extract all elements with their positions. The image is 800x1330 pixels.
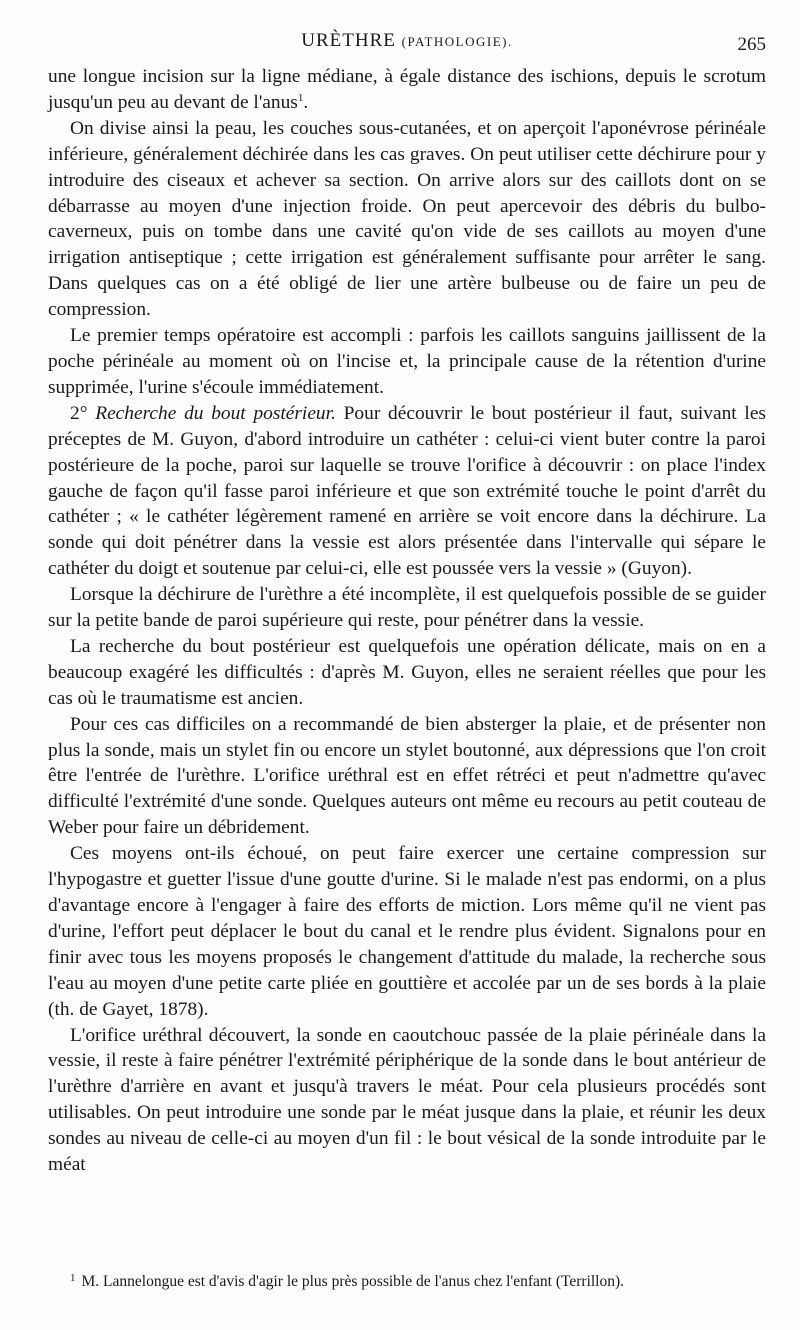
running-title: [48, 30, 766, 52]
paragraph-4-text: Pour découvrir le bout postérieur il faut, suivant les préceptes de M. Guyon, d'abord introduire un cathéter : celui-ci vient buter contre la paroi postérieure de la poche, paroi sur laquelle se trouve l'orifice à découvrir : on place l'index gauche de façon qu'il fasse paroi inférieure et que son extrémité touche le point d'arrêt du cathéter ; « le cathéter légèrement ramené en arrière se voit encore dans la déchirure. La sonde qui doit pénétrer dans la vessie est alors présentée dans l'intervalle qui sépare le cathéter du doigt et soutenue par celui-ci, elle est poussée vers la vessie » (Guyon).: [48, 402, 766, 580]
paragraph-5: Lorsque la déchirure de l'urèthre a été incomplète, il est quelquefois possible de se guider sur la petite bande de paroi supérieure qui reste, pour pénétrer dans la vessie.: [48, 584, 766, 632]
page-number: 265: [737, 34, 766, 55]
running-header: [48, 24, 766, 60]
footnote-text: M. Lannelongue est d'avis d'agir le plus près possible de l'anus chez l'enfant (Terrillon).: [81, 1273, 625, 1290]
body-text: [48, 64, 766, 1178]
footnote: [48, 1268, 766, 1292]
paragraph-3: Le premier temps opératoire est accompli : parfois les caillots sanguins jaillissent de la poche périnéale au moment où on l'incise et, la principale cause de la rétention d'urine supprimée, l'urine s'écoule immédiatement.: [48, 325, 766, 398]
paragraph-1: [48, 64, 766, 116]
section-heading: Recherche du bout postérieur.: [95, 402, 336, 424]
header-title: URÈTHRE: [301, 30, 396, 51]
paragraph-1-end: .: [303, 91, 309, 113]
paragraph-9: L'orifice uréthral découvert, la sonde en caoutchouc passée de la plaie périnéale dans la vessie, il reste à faire pénétrer l'extrémité périphérique de la sonde dans le bout antérieur de l'urèthre d'arrière en avant et jusqu'à travers le méat. Pour cela plusieurs procédés sont utilisables. On peut introduire une sonde par le méat jusque dans la plaie, et réunir les deux sondes au niveau de celle-ci au moyen d'un fil : le bout vésical de la sonde introduite par le méat: [48, 1024, 766, 1176]
paragraph-8: Ces moyens ont-ils échoué, on peut faire exercer une certaine compression sur l'hypogastre et guetter l'issue d'une goutte d'urine. Si le malade n'est pas endormi, on a plus d'avantage encore à l'engager à faire des efforts de miction. Lors même qu'il ne vient pas d'urine, l'effort peut déplacer le bout du canal et le rendre plus évident. Signalons pour en finir avec tous les moyens proposés le changement d'attitude du malade, la recherche sous l'eau au moyen d'une petite carte pliée en gouttière et accolée par un de ses bords à la plaie (th. de Gayet, 1878).: [48, 843, 766, 1020]
paragraph-4: [48, 401, 766, 582]
paragraph-6: La recherche du bout postérieur est quelquefois une opération délicate, mais on en a beaucoup exagéré les difficultés : d'après M. Guyon, elles ne seraient réelles que pour les cas où le traumatisme est ancien.: [48, 635, 766, 709]
header-subtitle: (PATHOLOGIE).: [401, 34, 513, 49]
section-number: 2°: [70, 402, 88, 424]
paragraph-7: Pour ces cas difficiles on a recommandé de bien absterger la plaie, et de présenter non plus la sonde, mais un stylet fin ou encore un stylet boutonné, aux dépressions que l'on croit être l'entrée de l'urèthre. L'orifice uréthral est en effet rétréci et peut n'admettre qu'avec difficulté l'extrémité d'une sonde. Quelques auteurs ont même eu recours au petit couteau de Weber pour faire un débridement.: [48, 713, 766, 839]
footnote-ref: 1: [297, 91, 304, 104]
paragraph-2: On divise ainsi la peau, les couches sous-cutanées, et on aperçoit l'aponévrose périnéale inférieure, généralement déchirée dans les cas graves. On peut utiliser cette déchirure pour y introduire des ciseaux et achever sa section. On arrive alors sur des caillots dont on se débarrasse au moyen d'une injection froide. On peut apercevoir des débris du bulbo-caverneux, puis on tombe dans une cavité qu'on vide de ses caillots au moyen d'une irrigation antiseptique ; cette irrigation est généralement suffisante pour arrêter le sang. Dans quelques cas on a été obligé de lier une artère bulbeuse ou de faire un peu de compression.: [48, 117, 766, 321]
footnote-mark: 1: [70, 1272, 76, 1284]
paragraph-1-text: une longue incision sur la ligne médiane, à égale distance des ischions, depuis le scrotum jusqu'un peu au devant de l'anus: [48, 66, 766, 113]
